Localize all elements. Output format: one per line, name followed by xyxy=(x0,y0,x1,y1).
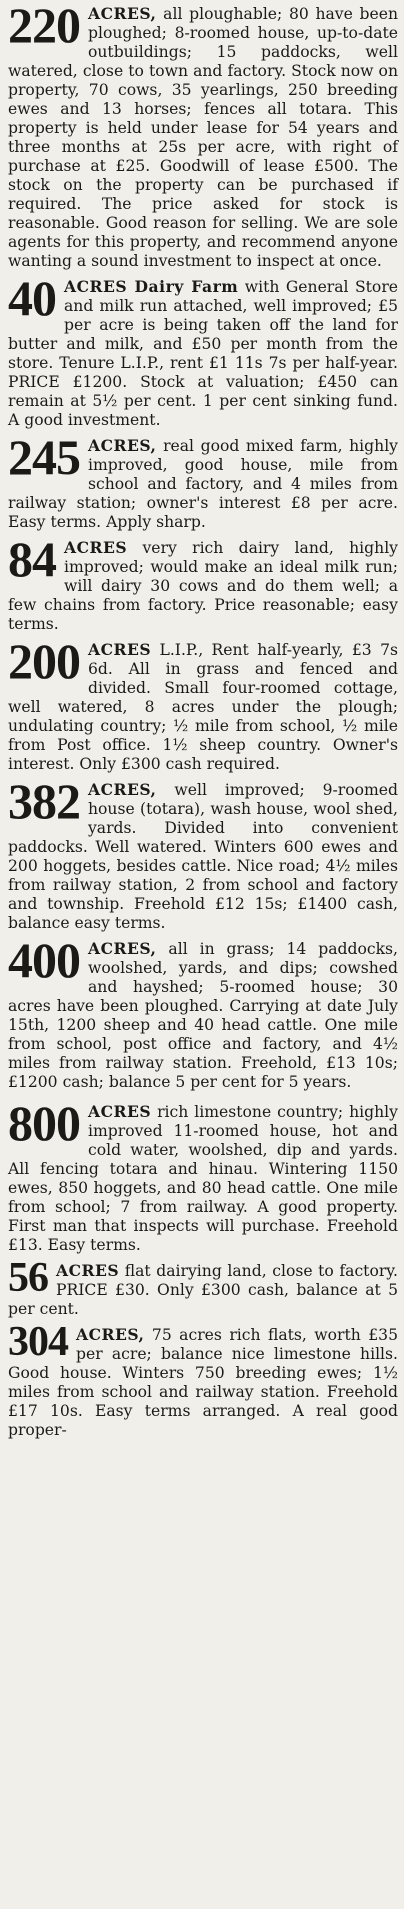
listing-number: 220 xyxy=(8,0,80,53)
listing-200-acres xyxy=(8,633,398,774)
listing-lead: ACRES, xyxy=(88,939,157,958)
listing-number: 382 xyxy=(8,773,80,829)
listing-body xyxy=(8,270,399,430)
listing-text: all in grass; 14 paddocks, woolshed, yards, and dips; cowshed and hayshed; 5-roomed house; 30 acres have been ploughed. Carrying at date July 15th, 1200 sheep and 40 head cattle. One mile from school, post office and factory, and 4½ miles from railway station. Freehold, £13 10s; £1200 cash; balance 5 per cent for 5 years. xyxy=(8,940,398,1091)
listing-lead: ACRES Dairy Farm xyxy=(64,277,239,296)
listing-400-acres xyxy=(8,932,398,1092)
listing-40-acres xyxy=(8,270,399,430)
listing-text: very rich dairy land, highly improved; would make an ideal milk run; will dairy 30 cows and do them well; a few chains from factory. Price reasonable; easy terms. xyxy=(8,539,398,633)
listing-84-acres xyxy=(8,531,398,634)
listing-lead: ACRES, xyxy=(76,1325,145,1344)
listing-number: 400 xyxy=(8,932,80,988)
listing-lead: ACRES xyxy=(88,1102,152,1121)
listing-number: 84 xyxy=(8,531,56,587)
listing-304-acres xyxy=(8,1319,398,1440)
listing-56-acres xyxy=(8,1255,398,1319)
listing-text: well improved; 9-roomed house (totara), wash house, wool shed, yards. Divided into convenient paddocks. Well watered. Winters 600 ewes and 200 hoggets, besides cattle. Nice road; 4½ miles from railway station, 2 from school and factory and township. Freehold £12 15s; £1400 cash, balance easy terms. xyxy=(8,781,398,932)
listing-lead: ACRES xyxy=(88,640,152,659)
listing-text: with General Store and milk run attached, well improved; £5 per acre is being taken off the land for butter and milk, and £50 per month from the store. Tenure L.I.P., rent £1 11s 7s per half-year. PRICE £1200. Stock at valuation; £450 can remain at 5½ per cent. 1 per cent sinking fund. A good investment. xyxy=(8,278,399,429)
listing-text: flat dairying land, close to factory. PRICE £30. Only £300 cash, balance at 5 per cent. xyxy=(8,1262,398,1318)
listing-number: 800 xyxy=(8,1095,80,1151)
listing-number: 200 xyxy=(8,633,80,689)
listing-number: 304 xyxy=(8,1319,68,1365)
listing-220-acres xyxy=(8,0,398,271)
listing-lead: ACRES, xyxy=(88,4,157,23)
listing-body xyxy=(8,1255,398,1319)
listing-text: rich limestone country; highly improved 11-roomed house, hot and cold water, woolshed, dip and yards. All fencing totara and hinau. Wintering 1150 ewes, 850 hoggets, and 80 head cattle. One mile from school; 7 from railway. A good property. First man that inspects will purchase. Freehold £13. Easy terms. xyxy=(8,1103,398,1254)
listing-number: 245 xyxy=(8,429,80,485)
listing-lead: ACRES, xyxy=(88,780,157,799)
listing-lead: ACRES xyxy=(56,1261,120,1280)
listing-382-acres xyxy=(8,773,398,933)
listing-text: all ploughable; 80 have been ploughed; 8-roomed house, up-to-date outbuildings; 15 paddocks, well watered, close to town and factory. Stock now on property, 70 cows, 35 yearlings, 250 breeding ewes and 13 horses; fences all totara. This property is held under lease for 54 years and three months at 25s per acre, with right of purchase at £25. Goodwill of lease £500. The stock on the property can be purchased if required. The price asked for stock is reasonable. Good reason for selling. We are sole agents for this property, and recommend anyone wanting a sound investment to inspect at once. xyxy=(8,5,398,270)
listing-245-acres xyxy=(8,429,398,532)
listing-text: L.I.P., Rent half-yearly, £3 7s 6d. All in grass and fenced and divided. Small four-roomed cottage, well watered, 8 acres under the plough; undulating country; ½ mile from school, ½ mile from Post office. 1½ sheep country. Owner's interest. Only £300 cash required. xyxy=(8,641,398,773)
listing-lead: ACRES, xyxy=(88,436,157,455)
listing-number: 40 xyxy=(8,270,56,326)
listing-text: real good mixed farm, highly improved, good house, mile from school and factory, and 4 miles from railway station; owner's interest £8 per acre. Easy terms. Apply sharp. xyxy=(8,437,398,531)
listing-text: 75 acres rich flats, worth £35 per acre; balance nice limestone hills. Good house. Winters 750 breeding ewes; 1½ miles from school and railway station. Freehold £17 10s. Easy terms arranged. A real good proper- xyxy=(8,1326,398,1439)
listing-lead: ACRES xyxy=(64,538,128,557)
listing-number: 56 xyxy=(8,1255,48,1301)
listing-body xyxy=(8,531,398,634)
listing-800-acres xyxy=(8,1095,398,1255)
